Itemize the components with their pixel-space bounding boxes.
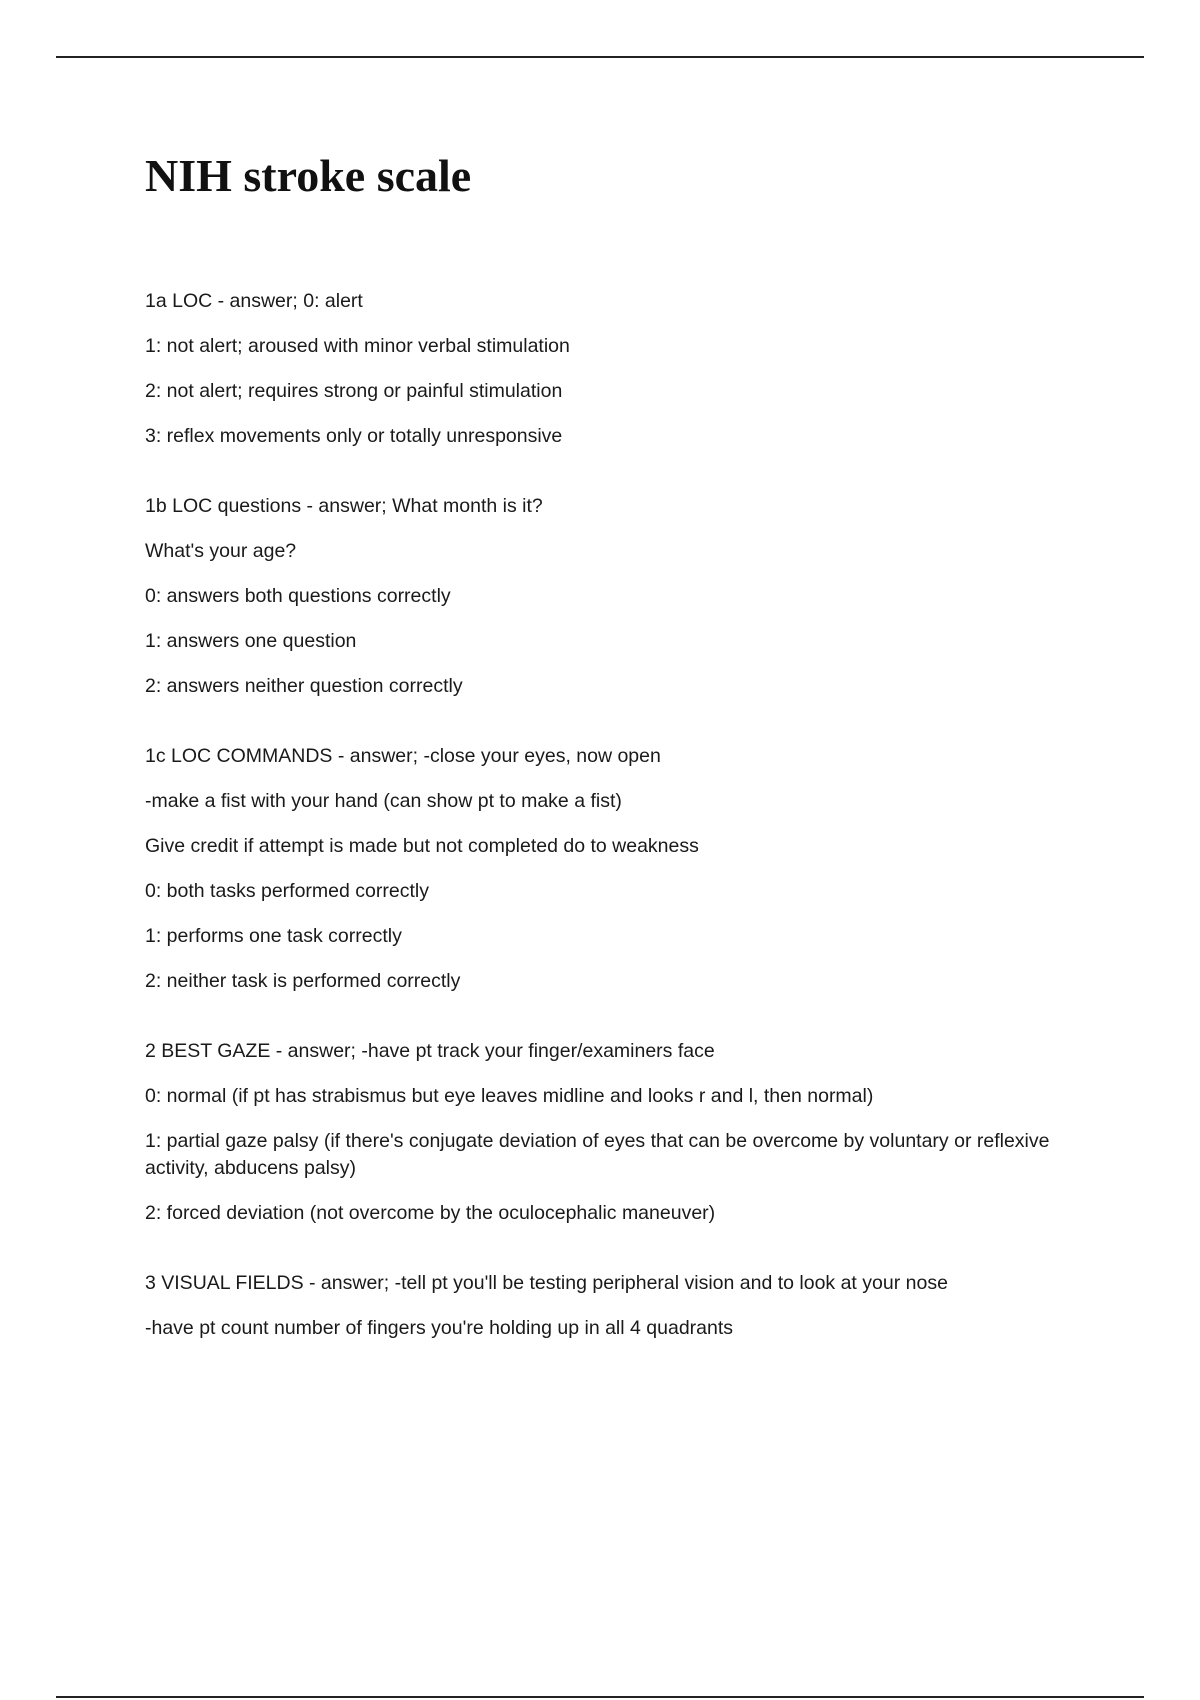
section-line: 1c LOC COMMANDS - answer; -close your eyes, now open xyxy=(145,745,661,767)
section-1a-loc xyxy=(145,288,1095,450)
section-line: 0: both tasks performed correctly xyxy=(145,880,429,902)
section-line: 2 BEST GAZE - answer; -have pt track your finger/examiners face xyxy=(145,1040,715,1062)
section-line: 1: performs one task correctly xyxy=(145,925,402,947)
page-title: NIH stroke scale xyxy=(145,150,472,201)
section-line: 1b LOC questions - answer; What month is it? xyxy=(145,495,543,517)
section-1c-loc-commands xyxy=(145,743,1095,995)
section-1b-loc-questions xyxy=(145,493,1095,700)
section-line: 0: answers both questions correctly xyxy=(145,585,451,607)
section-line: 1a LOC - answer; 0: alert xyxy=(145,290,363,312)
section-line: 1: partial gaze palsy (if there's conjugate deviation of eyes that can be overcome by voluntary or reflexive activity, abducens palsy) xyxy=(145,1130,1050,1179)
section-line: What's your age? xyxy=(145,540,297,562)
section-2-best-gaze xyxy=(145,1038,1095,1227)
section-3-visual-fields xyxy=(145,1270,1095,1342)
section-line: 3 VISUAL FIELDS - answer; -tell pt you'll be testing peripheral vision and to look at your nose xyxy=(145,1272,948,1294)
section-line: 3: reflex movements only or totally unresponsive xyxy=(145,425,563,447)
section-line: 2: neither task is performed correctly xyxy=(145,970,461,992)
section-line: Give credit if attempt is made but not completed do to weakness xyxy=(145,835,699,857)
section-line: 0: normal (if pt has strabismus but eye leaves midline and looks r and l, then normal) xyxy=(145,1085,874,1107)
section-line: 2: forced deviation (not overcome by the oculocephalic maneuver) xyxy=(145,1202,716,1224)
section-line: 2: not alert; requires strong or painful stimulation xyxy=(145,380,563,402)
section-line: 1: not alert; aroused with minor verbal stimulation xyxy=(145,335,570,357)
section-line: -have pt count number of fingers you're holding up in all 4 quadrants xyxy=(145,1317,734,1339)
document-body xyxy=(145,148,1095,1385)
section-line: 1: answers one question xyxy=(145,630,357,652)
section-line: -make a fist with your hand (can show pt to make a fist) xyxy=(145,790,622,812)
top-rule xyxy=(56,56,1144,58)
section-line: 2: answers neither question correctly xyxy=(145,675,463,697)
bottom-rule xyxy=(56,1696,1144,1698)
